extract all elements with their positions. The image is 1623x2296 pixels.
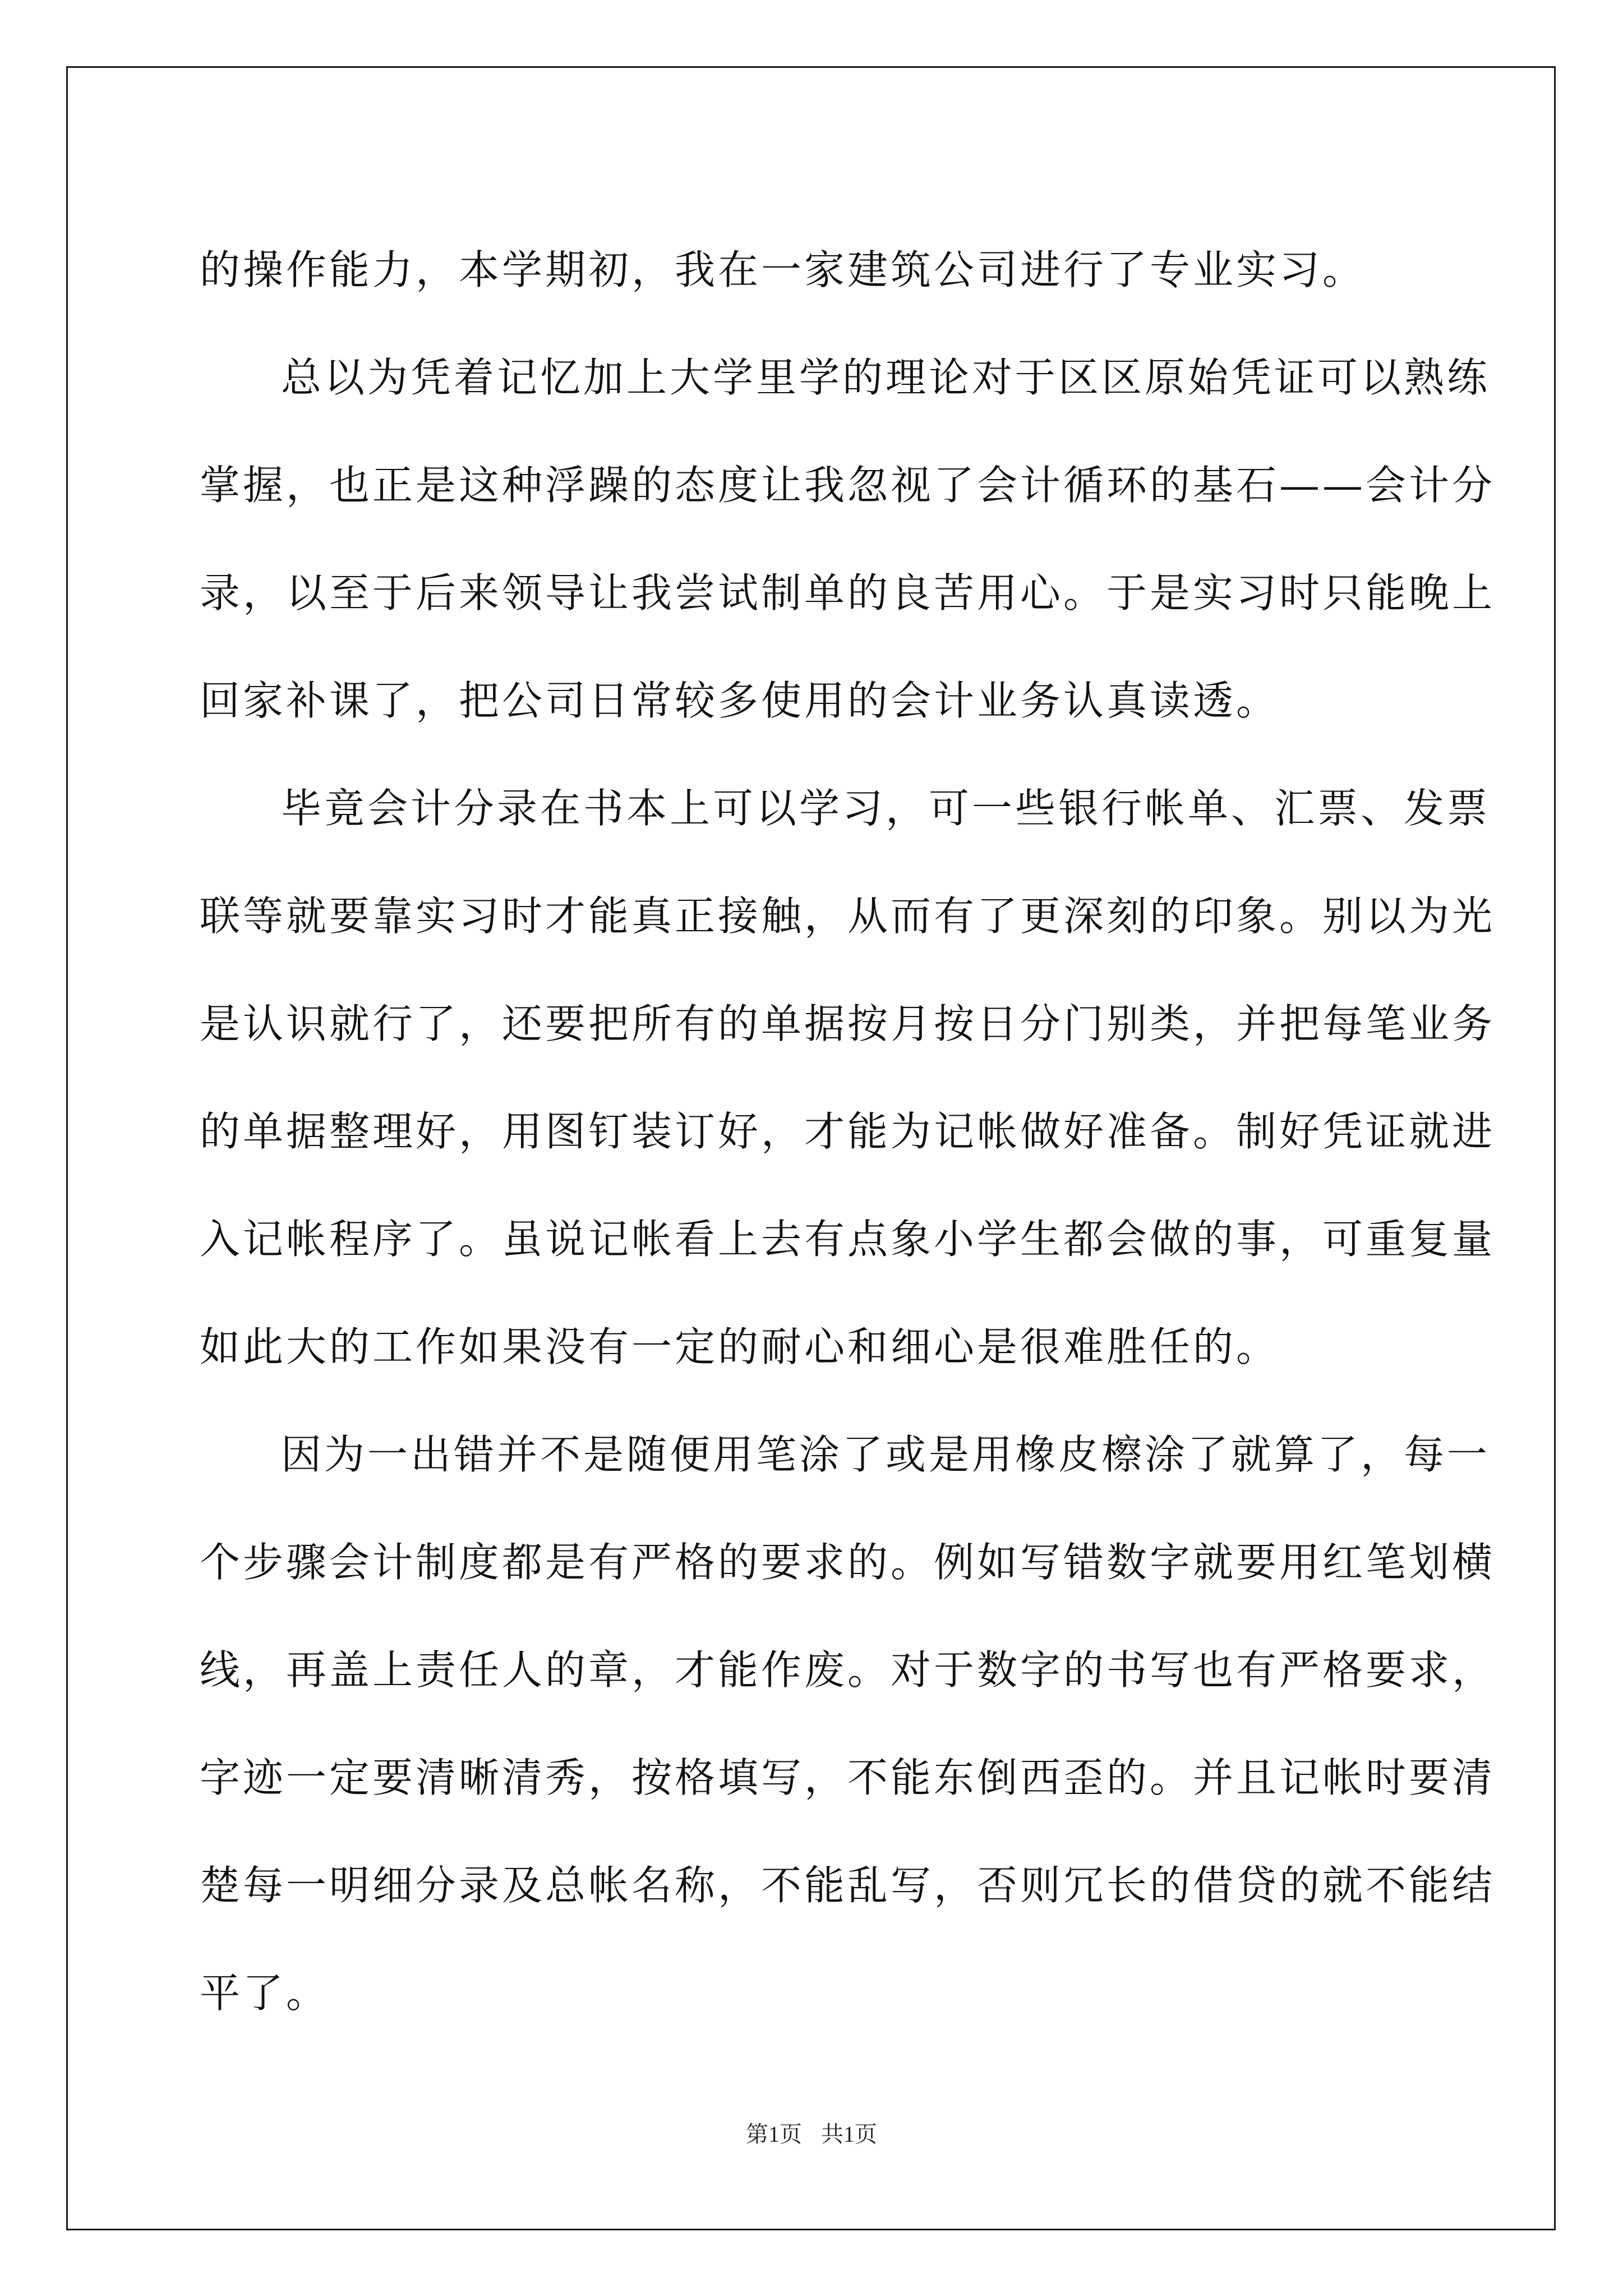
page-footer xyxy=(0,2120,1623,2148)
text-line: 因为一出错并不是随便用笔涂了或是用橡皮檫涂了就算了，每一 xyxy=(281,1431,1491,1478)
text-line: 平了。 xyxy=(200,1970,330,2017)
text-line: 字迹一定要清晰清秀，按格填写，不能东倒西歪的。并且记帐时要清 xyxy=(200,1754,1496,1801)
text-line: 线，再盖上责任人的章，才能作废。对于数字的书写也有严格要求， xyxy=(200,1646,1496,1694)
text-line: 入记帐程序了。虽说记帐看上去有点象小学生都会做的事，可重复量 xyxy=(200,1216,1496,1263)
text-line: 掌握，也正是这种浮躁的态度让我忽视了会计循环的基石——会计分 xyxy=(200,462,1496,509)
text-line: 的单据整理好，用图钉装订好，才能为记帐做好准备。制好凭证就进 xyxy=(200,1108,1496,1155)
text-line: 个步骤会计制度都是有严格的要求的。例如写错数字就要用红笔划横 xyxy=(200,1539,1496,1586)
text-line: 联等就要靠实习时才能真正接触，从而有了更深刻的印象。别以为光 xyxy=(200,892,1496,940)
paragraph-2 xyxy=(200,324,1496,754)
paragraph-4 xyxy=(200,1401,1496,2047)
text-line: 是认识就行了，还要把所有的单据按月按日分门别类，并把每笔业务 xyxy=(200,1000,1496,1047)
text-line: 录，以至于后来领导让我尝试制单的良苦用心。于是实习时只能晚上 xyxy=(200,569,1496,616)
text-line: 楚每一明细分录及总帐名称，不能乱写，否则冗长的借贷的就不能结 xyxy=(200,1862,1496,1909)
text-line: 如此大的工作如果没有一定的耐心和细心是很难胜任的。 xyxy=(200,1323,1280,1370)
text-line: 回家补课了，把公司日常较多使用的会计业务认真读透。 xyxy=(200,677,1280,724)
paragraph-1 xyxy=(200,216,1428,324)
paragraph-3 xyxy=(200,754,1496,1401)
text-line: 毕竟会计分录在书本上可以学习，可一些银行帐单、汇票、发票 xyxy=(281,785,1491,832)
page-total: 共1页 xyxy=(821,2122,877,2147)
page-number: 第1页 xyxy=(746,2122,802,2147)
text-line: 的操作能力，本学期初，我在一家建筑公司进行了专业实习。 xyxy=(200,246,1366,293)
document-body xyxy=(200,216,1496,2047)
text-line: 总以为凭着记忆加上大学里学的理论对于区区原始凭证可以熟练 xyxy=(281,354,1491,401)
